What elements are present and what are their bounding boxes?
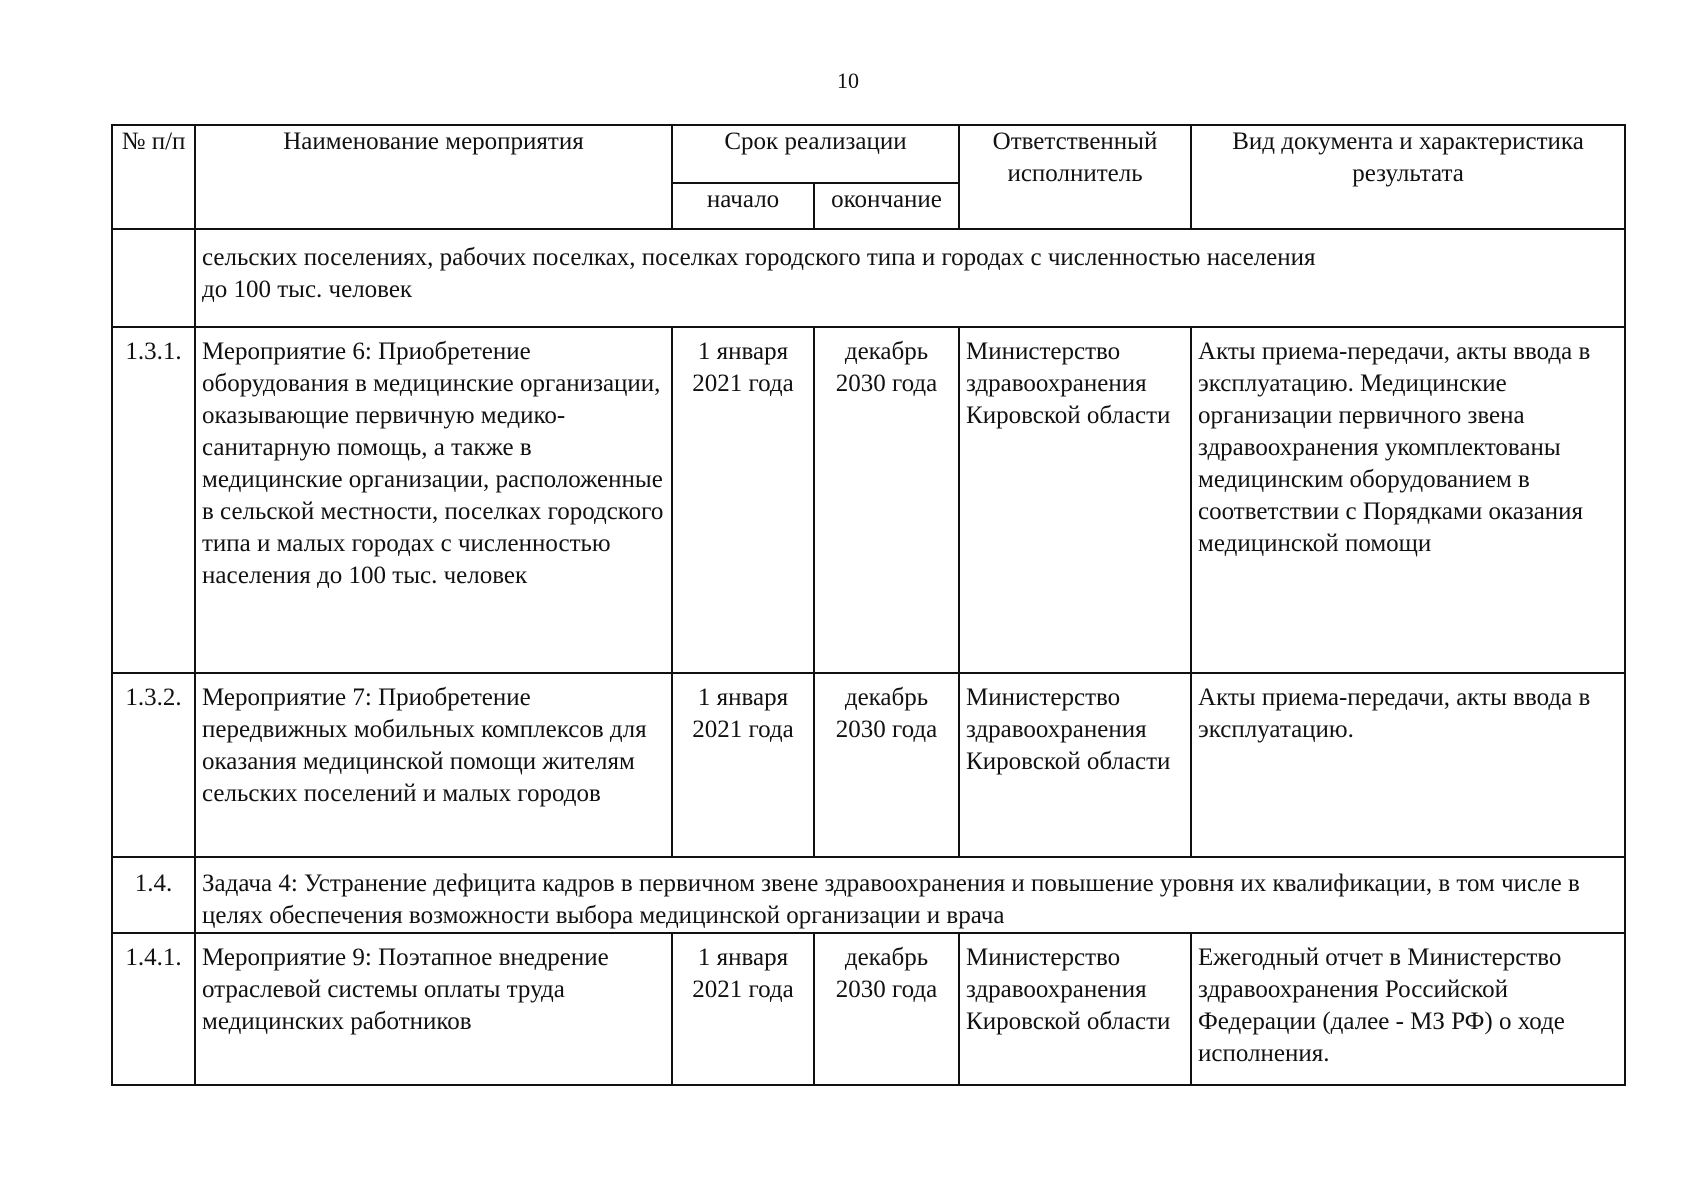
row-result: Ежегодный отчет в Министерство здравоохранения Российской Федерации (далее - МЗ РФ) о ходе исполнения. <box>1191 933 1625 1085</box>
continuation-row <box>112 229 1625 327</box>
row-responsible: Министерство здравоохранения Кировской области <box>959 673 1191 857</box>
row-responsible: Министерство здравоохранения Кировской области <box>959 933 1191 1085</box>
row-start: 1 января 2021 года <box>672 673 814 857</box>
row-end: декабрь 2030 года <box>814 327 959 673</box>
row-name: Мероприятие 6: Приобретение оборудования в медицинские организации, оказывающие первичную медико-санитарную помощь, а также в медицинские организации, расположенные в сельской местности, поселках городского типа и малых городах с численностью населения до 100 тыс. человек <box>195 327 672 673</box>
row-start: 1 января 2021 года <box>672 327 814 673</box>
continuation-line-2: до 100 тыс. человек <box>202 276 413 303</box>
row-name: Мероприятие 7: Приобретение передвижных мобильных комплексов для оказания медицинской помощи жителям сельских поселений и малых городов <box>195 673 672 857</box>
header-start: начало <box>672 183 814 229</box>
table-row <box>112 327 1625 673</box>
continuation-text-cell <box>195 229 1625 327</box>
header-period: Срок реализации <box>672 125 959 183</box>
row-name: Мероприятие 9: Поэтапное внедрение отраслевой системы оплаты труда медицинских работников <box>195 933 672 1085</box>
row-end: декабрь 2030 года <box>814 933 959 1085</box>
header-end: окончание <box>814 183 959 229</box>
table-row <box>112 673 1625 857</box>
page-number: 10 <box>837 68 859 93</box>
row-num: 1.3.1. <box>112 327 195 673</box>
header-name: Наименование мероприятия <box>195 125 672 229</box>
header-num: № п/п <box>112 125 195 229</box>
row-result: Акты приема-передачи, акты ввода в эксплуатацию. <box>1191 673 1625 857</box>
row-num: 1.4.1. <box>112 933 195 1085</box>
continuation-line-1: сельских поселениях, рабочих поселках, поселках городского типа и городах с численностью населения <box>202 244 1316 271</box>
row-end: декабрь 2030 года <box>814 673 959 857</box>
table-row <box>112 933 1625 1085</box>
continuation-num-cell <box>112 229 195 327</box>
header-responsible: Ответственный исполнитель <box>959 125 1191 229</box>
table-header-row <box>112 125 1625 183</box>
task-text: Задача 4: Устранение дефицита кадров в первичном звене здравоохранения и повышение уровня их квалификации, в том числе в целях обеспечения возможности выбора медицинской организации и врача <box>195 857 1625 933</box>
row-responsible: Министерство здравоохранения Кировской области <box>959 327 1191 673</box>
task-row <box>112 857 1625 933</box>
header-result: Вид документа и характеристика результата <box>1191 125 1625 229</box>
row-result: Акты приема-передачи, акты ввода в эксплуатацию. Медицинские организации первичного звена здравоохранения укомплектованы медицинским оборудованием в соответствии с Порядками оказания медицинской помощи <box>1191 327 1625 673</box>
row-num: 1.3.2. <box>112 673 195 857</box>
activities-table <box>111 124 1626 1086</box>
row-start: 1 января 2021 года <box>672 933 814 1085</box>
task-num: 1.4. <box>112 857 195 933</box>
